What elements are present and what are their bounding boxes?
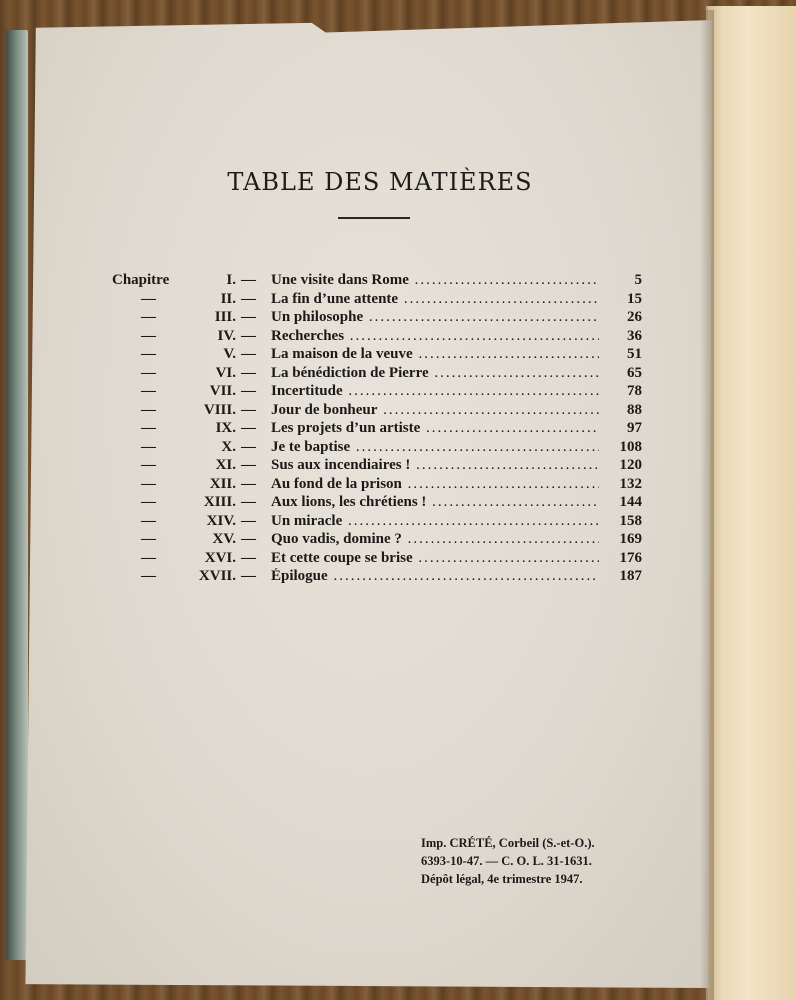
imprint-line-1: Imp. CRÉTÉ, Corbeil (S.-et-O.). — [421, 836, 595, 850]
page-number: 176 — [619, 549, 642, 566]
page-number: 108 — [619, 438, 642, 455]
chapter-title: La fin d’une attente ..... — [271, 291, 599, 308]
chapter-title: Je te baptise ..... — [271, 439, 599, 456]
toc-row — [0, 402, 796, 421]
heading-rule — [338, 217, 410, 219]
chapter-title: Et cette coupe se brise ..... — [271, 550, 599, 567]
numeral-separator: — — [241, 290, 256, 307]
chapter-numeral: XIII. — [203, 494, 236, 510]
imprint-line-2: 6393-10-47. — C. O. L. 31-1631. — [421, 854, 592, 868]
chapter-label: Chapitre — [112, 272, 170, 288]
chapter-numeral: I. — [226, 272, 236, 288]
toc-row — [0, 383, 796, 402]
page-number: 120 — [619, 457, 642, 473]
ditto-dash: — — [141, 549, 156, 566]
chapter-title: La maison de la veuve ..... — [271, 346, 599, 363]
chapter-title: Incertitude ..... — [271, 383, 599, 400]
chapter-numeral: XII. — [209, 475, 236, 492]
toc-heading: TABLE DES MATIÈRES — [227, 168, 533, 196]
ditto-dash: — — [141, 475, 156, 492]
chapter-numeral: VII. — [209, 383, 236, 399]
toc-row — [0, 494, 796, 513]
toc-row — [0, 328, 796, 347]
numeral-separator: — — [241, 401, 256, 418]
ditto-dash: — — [141, 346, 156, 362]
numeral-separator: — — [241, 327, 256, 344]
numeral-separator: — — [241, 309, 256, 325]
toc-row — [0, 513, 796, 532]
toc-row — [0, 420, 796, 439]
chapter-numeral: V. — [223, 346, 236, 362]
ditto-dash: — — [141, 327, 156, 344]
ditto-dash: — — [141, 364, 156, 381]
numeral-separator: — — [241, 549, 256, 566]
toc-row — [0, 531, 796, 550]
printer-imprint — [421, 834, 661, 888]
chapter-numeral: XVII. — [198, 568, 236, 584]
numeral-separator: — — [241, 438, 256, 455]
chapter-numeral: VIII. — [203, 401, 236, 418]
page-number: 65 — [627, 364, 642, 381]
chapter-numeral: VI. — [215, 364, 236, 381]
chapter-title: Une visite dans Rome ..... — [271, 272, 599, 289]
toc-row — [0, 550, 796, 569]
chapter-title: Épilogue ..... — [271, 568, 599, 585]
page-number: 78 — [627, 383, 642, 399]
chapter-title: Sus aux incendiaires ! ..... — [271, 457, 599, 474]
numeral-separator: — — [241, 494, 256, 510]
chapter-numeral: XIV. — [206, 512, 236, 529]
chapter-title: Un philosophe ..... — [271, 309, 599, 326]
ditto-dash: — — [141, 457, 156, 473]
page-number: 144 — [619, 494, 642, 510]
numeral-separator: — — [241, 420, 256, 436]
chapter-title: Les projets d’un artiste ..... — [271, 420, 599, 437]
ditto-dash: — — [141, 438, 156, 455]
page-number: 15 — [627, 290, 642, 307]
chapter-title: Quo vadis, domine ? ..... — [271, 531, 599, 548]
ditto-dash: — — [141, 401, 156, 418]
chapter-title: Au fond de la prison ..... — [271, 476, 599, 493]
numeral-separator: — — [241, 364, 256, 381]
chapter-numeral: XV. — [212, 531, 236, 547]
chapter-title: Jour de bonheur ..... — [271, 402, 599, 419]
page-number: 187 — [619, 568, 642, 584]
chapter-numeral: XVI. — [204, 549, 236, 566]
chapter-title: Recherches ..... — [271, 328, 599, 345]
numeral-separator: — — [241, 383, 256, 399]
chapter-numeral: IV. — [217, 327, 236, 344]
toc-row — [0, 291, 796, 310]
chapter-numeral: IX. — [215, 420, 236, 436]
page-number: 5 — [634, 272, 642, 288]
ditto-dash: — — [141, 568, 156, 584]
chapter-title: Aux lions, les chrétiens ! ..... — [271, 494, 599, 511]
ditto-dash: — — [141, 494, 156, 510]
toc-row — [0, 439, 796, 458]
page-number: 158 — [619, 512, 642, 529]
numeral-separator: — — [241, 531, 256, 547]
ditto-dash: — — [141, 290, 156, 307]
imprint-line-3: Dépôt légal, 4e trimestre 1947. — [421, 872, 583, 886]
numeral-separator: — — [241, 512, 256, 529]
chapter-numeral: X. — [221, 438, 236, 455]
page-number: 51 — [627, 346, 642, 362]
page-number: 36 — [627, 327, 642, 344]
numeral-separator: — — [241, 272, 256, 288]
page-number: 88 — [627, 401, 642, 418]
toc-row — [0, 346, 796, 365]
chapter-numeral: III. — [214, 309, 236, 325]
toc-row — [0, 476, 796, 495]
ditto-dash: — — [141, 531, 156, 547]
chapter-title: La bénédiction de Pierre ..... — [271, 365, 599, 382]
toc-row — [0, 272, 796, 291]
numeral-separator: — — [241, 568, 256, 584]
ditto-dash: — — [141, 512, 156, 529]
page-number: 26 — [627, 309, 642, 325]
numeral-separator: — — [241, 346, 256, 362]
toc-row — [0, 568, 796, 587]
toc-row — [0, 365, 796, 384]
chapter-title: Un miracle ..... — [271, 513, 599, 530]
page-number: 132 — [619, 475, 642, 492]
page-number: 97 — [627, 420, 642, 436]
chapter-numeral: II. — [220, 290, 236, 307]
numeral-separator: — — [241, 457, 256, 473]
ditto-dash: — — [141, 420, 156, 436]
toc-row — [0, 309, 796, 328]
page-number: 169 — [619, 531, 642, 547]
ditto-dash: — — [141, 309, 156, 325]
numeral-separator: — — [241, 475, 256, 492]
ditto-dash: — — [141, 383, 156, 399]
chapter-numeral: XI. — [215, 457, 236, 473]
toc-row — [0, 457, 796, 476]
